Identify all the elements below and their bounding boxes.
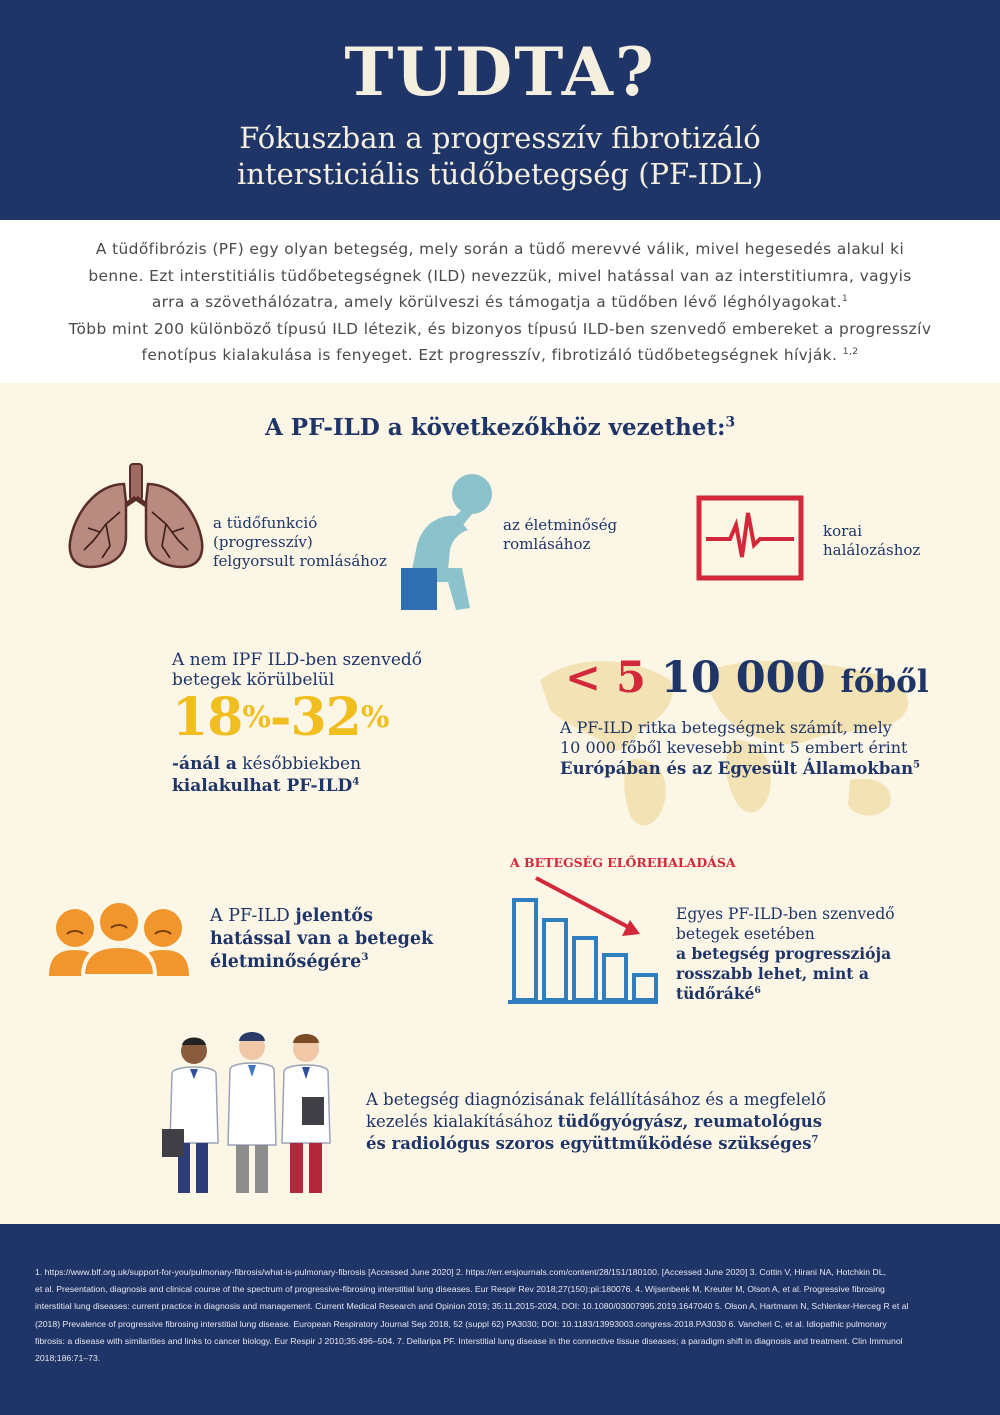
footnote-ref: 1,2 xyxy=(842,345,859,357)
stat-pct-range: 18%-32% xyxy=(172,687,389,748)
stat-rare-text: A PF-ILD ritka betegségnek számít, mely 10 000 főből kevesebb mint 5 embert érint Európában és az Egyesült Államokban$^5$ xyxy=(560,718,920,778)
progression-chart xyxy=(504,870,664,1010)
leads-to-title: A PF-ILD a következőkhöz vezethet:$^3$ xyxy=(264,414,736,441)
doctors-group-icon xyxy=(160,1025,340,1200)
stat-pct-intro: A nem IPF ILD-ben szenvedő betegek körülbelül xyxy=(172,650,423,690)
header-banner xyxy=(0,0,1000,220)
sad-person-icon xyxy=(398,470,498,612)
intro-line: arra a szövethálózatra, amely körülveszi és támogatja a tüdőben lévő léghólyagokat.$^1$ xyxy=(151,292,849,311)
progression-bar xyxy=(574,938,596,1000)
reference-line: 1. https://www.blf.org.uk/support-for-you/pulmonary-fibrosis/what-is-pulmonary-fibrosis [Accessed June 2020] 2. https://err.ersjournals.com/content/28/151/180100. [Accessed June 2020] 3. Cottin V, Hirani NA, Hotchkin DL, xyxy=(35,1267,886,1277)
heart-monitor-icon xyxy=(696,495,804,581)
page-title: TUDTA? xyxy=(344,33,656,111)
subtitle-line-1: Fókuszban a progresszív fibrotizáló xyxy=(239,121,761,155)
progression-bar xyxy=(604,955,626,1000)
impact-text: A PF-ILD jelentős hatással van a betegek életminőségére$^3$ xyxy=(210,906,434,972)
reference-line: et al. Presentation, diagnosis and clinical course of the spectrum of progressive-fibrosing interstitial lung diseases. Eur Respir Rev 2018;27(150):pii:180076. 4. Wijsenbeek M, Kreuter M, Olson A, et al. Progressive fibrosing xyxy=(35,1284,885,1295)
intro-section xyxy=(0,220,1000,383)
progression-bar xyxy=(544,920,566,1000)
reference-line: fibrosis: a disease with similarities and links to cancer biology. Eur Respir J 2010;35:496–504. 7. Dellaripa PF. Interstitial lung disease in the connective tissue diseases; a paradigm shift in diagnosis and treatment. Clin Immunol xyxy=(35,1335,903,1346)
footnote-ref: 3 xyxy=(725,414,736,431)
progression-label: A BETEGSÉG ELŐREHALADÁSA xyxy=(510,855,736,870)
reference-line: interstitial lung diseases: current practice in diagnosis and management. Current Medical Research and Opinion 2019; 35:11,2015-2024, DOI: 10.1080/03007995.2019.1647040 5. Olson A, Hartmann N, Schlenker-Herceg R et al xyxy=(35,1301,909,1312)
reference-line: 2018;186:71–73. xyxy=(35,1353,101,1364)
stat-rare-headline: < 5 10 000 főből xyxy=(565,653,929,703)
item-early-mortality-text: korai halálozáshoz xyxy=(823,522,921,559)
references-footer xyxy=(0,1224,1000,1415)
progression-bar xyxy=(514,900,536,1000)
stat-pct-outro: -ánál a későbbiekben kialakulhat PF-ILD$^4$ xyxy=(172,754,362,796)
lungs-icon xyxy=(66,462,206,572)
intro-line: Több mint 200 különböző típusú ILD létezik, és bizonyos típusú ILD-ben szenvedő embereket a progresszív xyxy=(68,319,932,338)
progression-arrow-head xyxy=(622,920,640,936)
item-lung-function-text: a tüdőfunkció (progresszív) felgyorsult romlásához xyxy=(213,514,387,570)
reference-line: (2018) Prevalence of progressive fibrosing interstitial lung disease. European Respiratory Journal Sep 2018, 52 (suppl 62) PA3030; DOI: 10.1183/13993003.congress-2018.PA3030 6. Vancheri C, et al. Idiopathic pulmonary xyxy=(35,1318,887,1329)
subtitle-line-2: intersticiális tüdőbetegség (PF-IDL) xyxy=(237,157,763,191)
progression-bar xyxy=(634,975,656,1000)
intro-line: benne. Ezt interstitiális tüdőbetegségnek (ILD) nevezzük, mivel hatással van az interstitiumra, vagyis xyxy=(88,266,912,285)
footnote-ref: 1 xyxy=(841,292,849,304)
group-sad-faces-icon xyxy=(45,900,193,976)
intro-line: A tüdőfibrózis (PF) egy olyan betegség, mely során a tüdő merevvé válik, mivel hegesedés alakul ki xyxy=(95,240,905,258)
progression-text: Egyes PF-ILD-ben szenvedő betegek esetében a betegség progressziója rosszabb lehet, mint a tüdőráké$^6$ xyxy=(676,905,895,1003)
intro-line: fenotípus kialakulása is fenyeget. Ezt progresszív, fibrotizáló tüdőbetegségnek hívják. $^{1,2}$ xyxy=(141,345,859,364)
doctors-text: A betegség diagnózisának felállításához és a megfelelő kezelés kialakításához tüdőgyógyász, reumatológus és radiológus szoros együttműködése szükséges$^7$ xyxy=(366,1090,827,1153)
item-quality-of-life-text: az életminőség romlásához xyxy=(503,516,618,553)
